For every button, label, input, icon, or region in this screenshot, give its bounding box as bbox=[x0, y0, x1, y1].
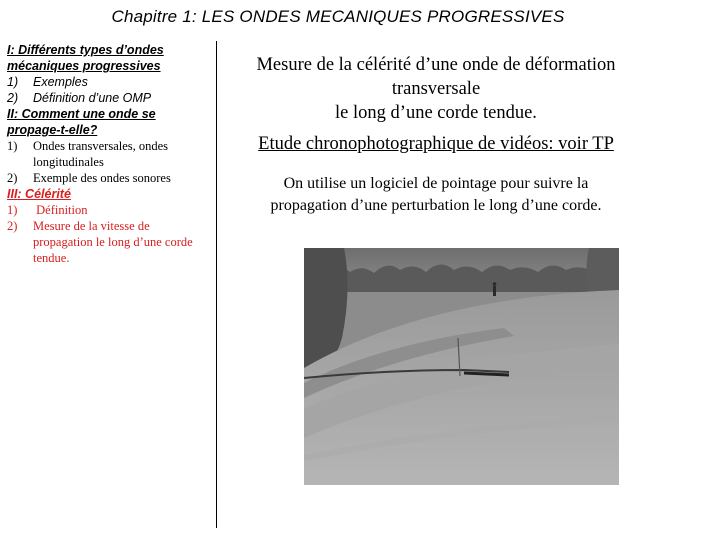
outline-item bbox=[7, 74, 199, 90]
outline-item bbox=[7, 90, 199, 106]
main-heading bbox=[236, 53, 636, 125]
outline-item-number: 2) bbox=[7, 219, 18, 233]
outline-item-label: Exemples bbox=[33, 75, 88, 89]
outline-section-1-heading: I: Différents types d’ondes mécaniques progressives bbox=[7, 43, 164, 73]
outline-item-number: 2) bbox=[7, 91, 19, 105]
outline-item-number: 1) bbox=[7, 203, 18, 217]
description-line: On utilise un logiciel de pointage pour suivre la bbox=[283, 175, 589, 192]
tp-reference-link: Etude chronophotographique de vidéos: voir TP bbox=[258, 134, 614, 154]
outline-section-3-heading: III: Célérité bbox=[7, 187, 71, 201]
method-description bbox=[236, 173, 636, 217]
outline-item-label: Définition bbox=[33, 203, 88, 217]
outline-item bbox=[7, 138, 199, 170]
video-frame-photo bbox=[304, 248, 619, 485]
outline-item-label: Mesure de la vitesse de propagation le long d’une corde tendue. bbox=[33, 219, 193, 265]
outline-item bbox=[7, 170, 199, 186]
chapter-outline bbox=[7, 42, 199, 266]
outline-item-label: Exemple des ondes sonores bbox=[33, 171, 171, 185]
outline-item-number: 1) bbox=[7, 139, 18, 153]
photo-walker-head bbox=[493, 282, 497, 286]
photo-ruler bbox=[464, 373, 509, 375]
outline-item-number: 1) bbox=[7, 75, 19, 89]
outline-item-number: 2) bbox=[7, 171, 18, 185]
outline-item bbox=[7, 218, 199, 266]
main-heading-line: le long d’une corde tendue. bbox=[335, 103, 537, 123]
description-line: propagation d’une perturbation le long d’une corde. bbox=[270, 197, 602, 214]
column-divider bbox=[216, 41, 217, 528]
outline-item-label: Définition d’une OMP bbox=[33, 91, 152, 105]
outline-item bbox=[7, 202, 199, 218]
main-heading-line: transversale bbox=[391, 79, 481, 99]
main-heading-line: Mesure de la célérité d’une onde de déformation bbox=[256, 55, 616, 75]
outline-section-2-heading: II: Comment une onde se propage-t-elle? bbox=[7, 107, 156, 137]
page-title: Chapitre 1: LES ONDES MECANIQUES PROGRESSIVES bbox=[111, 7, 565, 26]
outline-item-label: Ondes transversales, ondes longitudinales bbox=[33, 139, 169, 169]
photo-walker bbox=[493, 286, 496, 296]
